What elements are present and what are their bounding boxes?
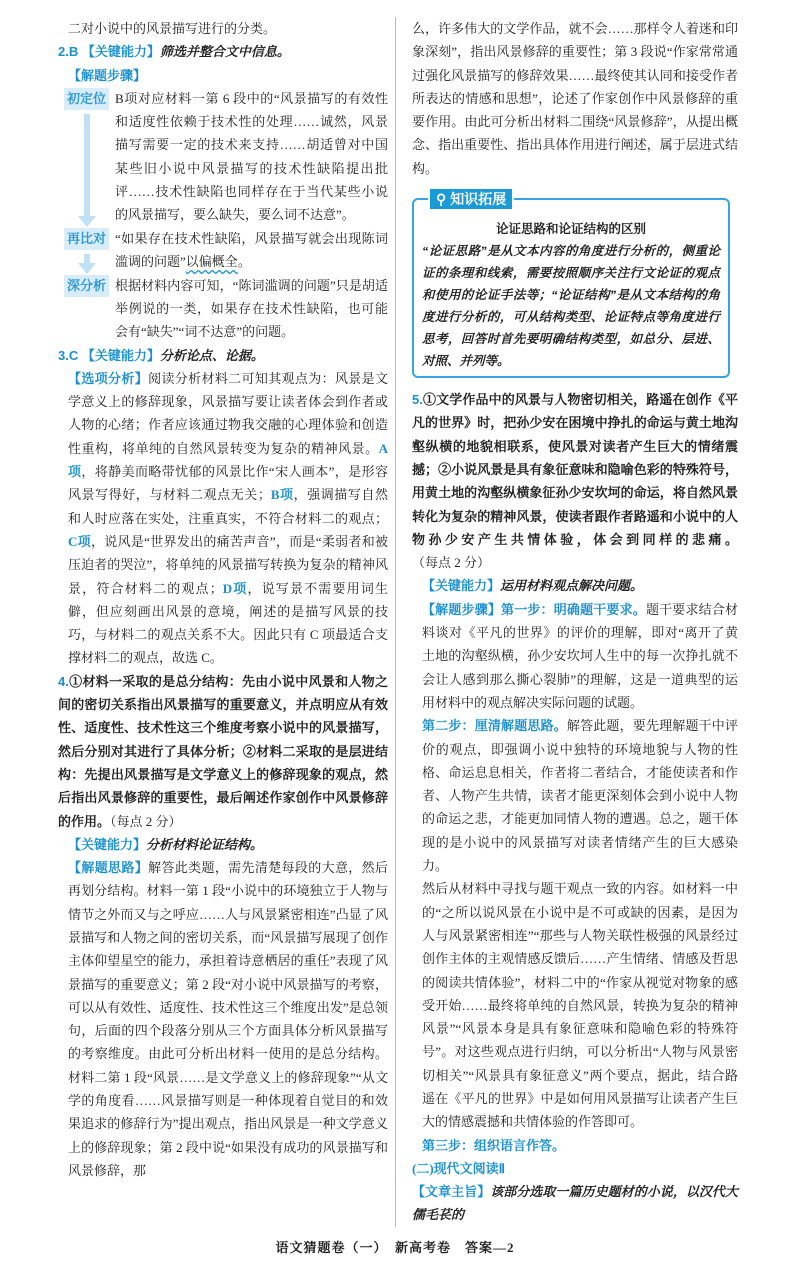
paragraph [58,367,388,670]
highlight-label: 【关键能力】 [81,44,160,60]
text-segment: ，说风是“世界发出的痛苦声音”，而是“柔弱者和被压迫者的哭泣”，将单纯的风景描写转换为复杂的精神风景，符合材料二的观点； [68,533,389,596]
text-segment: ，将静美而略带忧郁的风景比作“宋人画本”，是形容风景写得好，与材料二观点无关； [68,464,388,503]
highlight-label: A项 [68,440,388,480]
paragraph [412,877,738,1133]
paragraph [412,17,738,180]
solution-step [64,87,388,227]
question-number: 2.B [58,44,82,60]
paragraph [412,1180,738,1227]
left-column [58,17,395,1227]
knowledge-box-label: 知识拓展 [450,191,507,208]
step-label: 初定位 [64,88,109,110]
text-segment: 该部分选取一篇历史题材的小说，以汉代大儒毛苌的 [412,1184,738,1223]
step-text [115,87,388,227]
page-footer: 语文猜题卷（一） 新高考卷 答案—2 [275,1239,515,1255]
magnifier-icon: ⚲ [436,191,447,208]
step-label: 深分析 [64,275,109,297]
text-segment: B项对应材料一第 6 段中的“风景描写的有效性和适度性依赖于技术性的处理……诚然，风景描写需要一定的技术来支持……胡适曾对中国某些旧小说中风景描写的技术性缺陷提出批评……技术性缺陷也同样存在于当代某些小说的风景描写，要么缺失，要么词不达意”。 [115,90,388,223]
knowledge-box-header [428,187,514,211]
highlight-label: 【关键能力】 [81,347,160,363]
text-segment: ①材料一采取的是总分结构：先由小说中风景和人物之间的密切关系指出风景描写的重要意义，并点明应从有效性、适度性、技术性这三个维度考察小说中的风景描写，然后分别对其进行了具体分析；②材料二采取的是层进结构：先提出风景描写是文学意义上的修辞现象的观点，然后指出风景修辞的重要性，最后阐述作家创作中风景修辞的作用。 [58,673,388,829]
highlight-label: B项 [270,487,294,503]
highlight-label: 【关键能力】 [422,578,501,594]
down-arrow-icon [81,114,93,227]
highlight-label: 【关键能力】 [68,836,147,852]
question-number: 3.C [58,347,82,363]
step-text [115,227,388,274]
knowledge-box-title: 论证思路和论证结构的区别 [495,222,646,237]
knowledge-box-body: “论证思路”是从文本内容的角度进行分析的，侧重论证的条理和线索，需要按照顺序关注行文论证的观点和使用的论证手法等；“论证结构”是从文本结构的角度进行分析的，可从结构类型、论证特点等角度进行思考，回答时首先要明确结构类型，如总分、层进、对照、并列等。 [422,244,720,369]
text-segment: （每点 2 分） [412,555,491,571]
highlight-label: D项 [222,580,248,596]
paragraph [58,17,388,40]
text-segment: 解答此类题，需先清楚每段的大意，然后再划分结构。材料一第 1 段“小说中的环境独立于人物与情节之外而又与之呼应……人与风景紧密相连”凸显了风景描写和人物之间的密切关系，而“风景描写展现了创作主体仰望星空的能力，承担着诗意栖居的重任”表现了风景描写的重要意义；第 2 段“对小说中风景描写的考察，可以从有效性、适度性、技术性这三个维度出发”是总领句，后面的四个段落分别从三个方面具体分析风景描写的考察维度。由此可分析出材料一使用的是总分结构。材料二第 1 段“风景……是文学意义上的修辞现象”“从文学的角度看……风景描写则是一种体现着自觉目的和效果追求的修辞行为”提出观点，指出风景是一种文学意义上的修辞现象；第 2 段中说“如果没有成功的风景描写和风景修辞，那 [68,860,388,1178]
text-segment: ，说写景不需要用词生僻，但应刻画出风景的意境，阐述的是描写风景的技巧，与材料二的观点关系不大。因此只有 C 项最适合支撑材料二的观点，故选 C。 [68,580,388,666]
text-segment: 然后从材料中寻找与题干观点一致的内容。如材料一中的“之所以说风景在小说中是不可或缺的因素，是因为人与风景紧密相连”“那些与人物关联性极强的风景经过创作主体的主观情感反馈后……产生情绪、情感及哲思的阅读共情体验”，材料二中的“作家从视觉对物象的感受开始……最终将单纯的自然风景，转换为复杂的精神风景”“风景本身是具有象征意味和隐喻色彩的特殊符号”。对这些观点进行归纳，可以分析出“人物与风景密切相关”“风景具有象征意义”两个要点，据此，结合路遥在《平凡的世界》中是如何用风景描写让读者产生巨大的情感震撼和共情体验的作答即可。 [422,881,738,1130]
text-segment: 筛选并整合文中信息。 [159,44,290,60]
paragraph [412,574,738,597]
paragraph [58,344,388,367]
step-label: 再比对 [64,228,109,250]
down-arrow-icon [81,254,93,274]
highlight-label: 第三步：组织语言作答。 [422,1137,566,1153]
text-segment: （每点 2 分） [110,813,182,829]
paragraph [412,1157,738,1180]
text-segment: 分析论点、论据。 [159,347,264,363]
text-segment: 二对小说中的风景描写进行的分类。 [68,21,277,36]
text-segment: 运用材料观点解决问题。 [500,578,644,594]
highlight-label: 【解题步骤】第一步：明确题干要求。 [422,601,646,617]
solution-step [64,274,388,344]
highlight-label: (二)现代文阅读Ⅱ [412,1160,506,1176]
highlight-label: 【解题思路】 [68,860,149,876]
paragraph [58,40,388,63]
right-column [395,17,738,1227]
highlight-label: C项 [68,533,91,549]
text-segment: 阅读分析材料二可知其观点为：风景是文学意义上的修辞现象，风景描写要让读者体会到作者或人物的心绪；作者应该通过物我交融的心理体验和创造性重构，将单纯的自然风景转变为复杂的精神风景。 [68,370,388,456]
highlight-label: 【解题步骤】 [68,67,147,83]
text-segment: 题干要求结合材料谈对《平凡的世界》的评价的理解，即对“离开了黄土地的沟壑纵横，孙少安坎坷人生中的每一次挣扎就不会让人感到那么撕心裂肺”的理解，这是一道典型的运用材料中的观点解决实际问题的试题。 [422,601,738,710]
text-segment: ①文学作品中的风景与人物密切相关，路遥在创作《平凡的世界》时，把孙少安在困境中挣扎的命运与黄土地沟壑纵横的地貌相联系，使风景对读者产生巨大的情绪震撼；②小说风景是具有象征意味和隐喻色彩的特殊符号，用黄土地的沟壑纵横象征孙少安坎坷的命运，将自然风景转化为复杂的精神风景，使读者跟作者路遥和小说中的人物孙少安产生共情体验，体会到同样的悲痛。 [412,392,738,547]
text-segment: “如果存在技术性缺陷，风景描写就会出现陈词滥调的问题” [115,230,388,269]
text-segment: 解答此题，要先理解题干中评价的观点，即强调小说中独特的环境地貌与人物的性格、命运息息相关，作者将二者结合，才能使读者和作者、人物产生共情，读者才能更深刻体会到小说中人物的命运之悲，才能更加同情人物的遭遇。总之，题干体现的是小说中的风景描写对读者情绪产生的巨大感染力。 [422,718,738,874]
paragraph [412,388,738,574]
highlight-label: 【文章主旨】 [412,1184,491,1200]
paragraph [58,833,388,856]
question-number: 5. [412,392,423,408]
highlight-label: 第二步：厘清解题思路。 [422,718,567,734]
paragraph [58,670,388,833]
text-segment: 么，许多伟大的文学作品，就不会……那样令人着迷和印象深刻”，指出风景修辞的重要性；第 3 段说“作家常常通过强化风景描写的修辞效果……最终使其认同和接受作者所表达的情感和思想”，论述了作家创作中风景修辞的重要作用。由此可分析出材料二围绕“风景修辞”，从提出概念、指出重要性、指出具体作用进行阐述，属于层进式结构。 [412,21,738,176]
paragraph [412,1134,738,1157]
text-segment: ，强调描写自然和人时应落在实处，注重真实，不符合材料二的观点； [68,487,388,526]
text-segment: 根据材料内容可知，“陈词滥调的问题”只是胡适举例说的一类，如果存在技术性缺陷，也可能会有“缺失”“词不达意”的问题。 [115,277,388,340]
text-segment: 以偏概全 [185,253,238,269]
text-segment: 。 [237,253,251,269]
paragraph [58,64,388,87]
step-text [115,274,388,344]
paragraph [58,856,388,1182]
paragraph [412,714,738,877]
knowledge-extension-box [412,191,730,378]
text-segment: 分析材料论证结构。 [146,836,264,852]
question-number: 4. [58,673,69,689]
solution-step [64,227,388,274]
highlight-label: 【选项分析】 [68,370,149,386]
paragraph [412,598,738,714]
